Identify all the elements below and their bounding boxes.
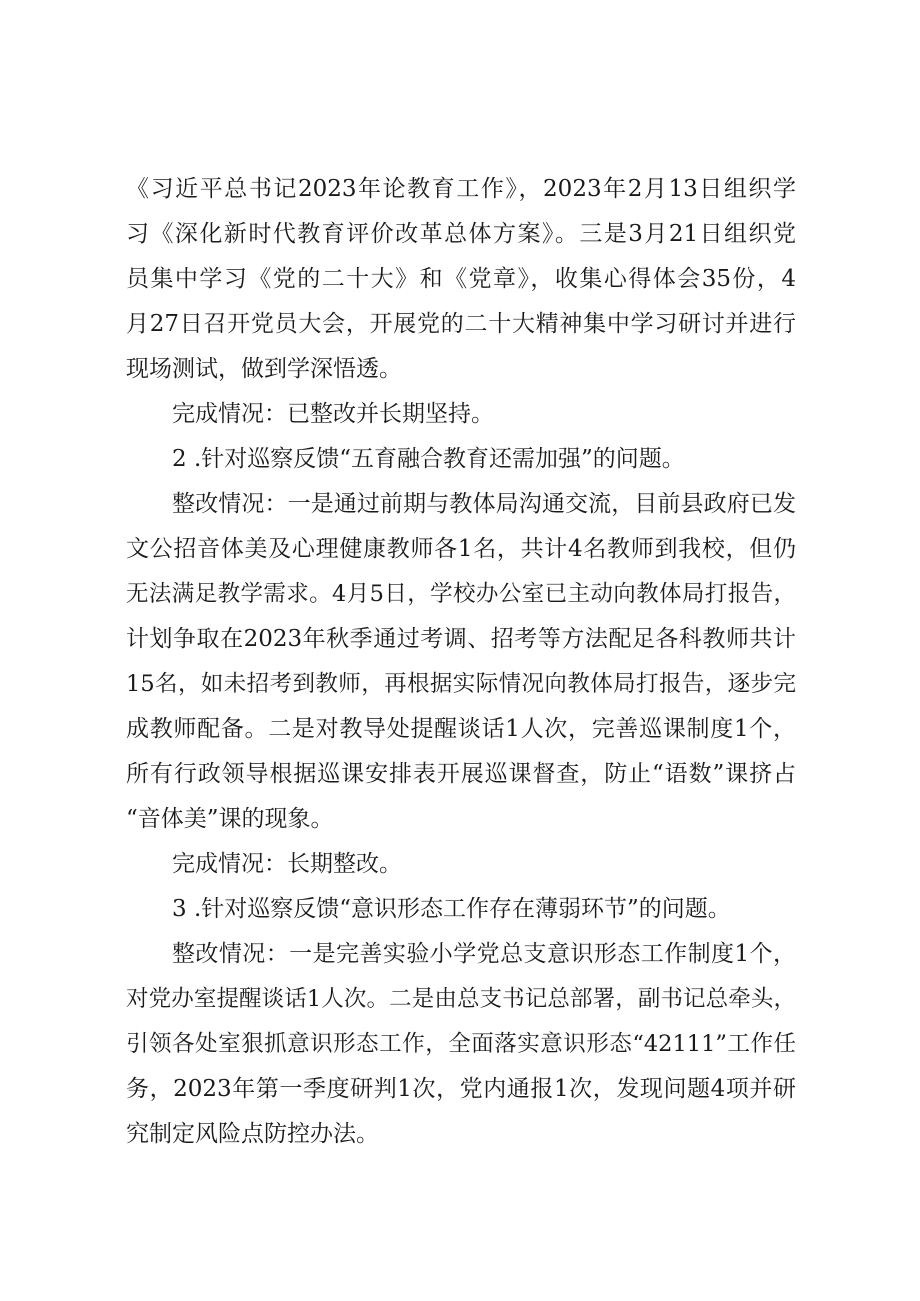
paragraph-line: “音体美”课的现象。 <box>126 806 334 832</box>
completion-status: 完成情况：长期整改。 <box>172 851 402 877</box>
paragraph-line: 习《深化新时代教育评价改革总体方案》。三是3月21日组织党 <box>126 221 796 247</box>
paragraph-line: 月27日召开党员大会，开展党的二十大精神集中学习研讨并进行 <box>126 311 796 337</box>
paragraph-line: 15名，如未招考到教师，再根据实际情况向教体局打报告，逐步完 <box>126 671 796 697</box>
paragraph-line: 员集中学习《党的二十大》和《党章》，收集心得体会35份，4 <box>126 266 796 292</box>
paragraph-line: 现场测试，做到学深悟透。 <box>126 356 402 382</box>
paragraph-line: 所有行政领导根据巡课安排表开展巡课督查，防止“语数”课挤占 <box>126 761 796 787</box>
item-heading: 3 .针对巡察反馈“意识形态工作存在薄弱环节”的问题。 <box>172 896 731 922</box>
completion-status: 完成情况：已整改并长期坚持。 <box>172 401 494 427</box>
paragraph-line: 《习近平总书记2023年论教育工作》，2023年2月13日组织学 <box>126 176 796 202</box>
paragraph-line: 对党办室提醒谈话1人次。二是由总支书记总部署，副书记总牵头， <box>126 986 796 1012</box>
paragraph-line: 文公招音体美及心理健康教师各1名，共计4名教师到我校，但仍 <box>126 536 796 562</box>
paragraph-line: 无法满足教学需求。4月5日，学校办公室已主动向教体局打报告， <box>126 581 796 607</box>
paragraph-line: 务，2023年第一季度研判1次，党内通报1次，发现问题4项并研 <box>126 1076 796 1102</box>
paragraph-line: 整改情况：一是完善实验小学党总支意识形态工作制度1个， <box>172 941 796 967</box>
paragraph-line: 究制定风险点防控办法。 <box>126 1121 379 1147</box>
paragraph-line: 引领各处室狠抓意识形态工作，全面落实意识形态“42111”工作任 <box>126 1031 796 1057</box>
paragraph-line: 成教师配备。二是对教导处提醒谈话1人次，完善巡课制度1个， <box>126 716 796 742</box>
paragraph-line: 计划争取在2023年秋季通过考调、招考等方法配足各科教师共计 <box>126 626 796 652</box>
item-heading: 2 .针对巡察反馈“五育融合教育还需加强”的问题。 <box>172 446 685 472</box>
paragraph-line: 整改情况：一是通过前期与教体局沟通交流，目前县政府已发 <box>172 491 796 517</box>
